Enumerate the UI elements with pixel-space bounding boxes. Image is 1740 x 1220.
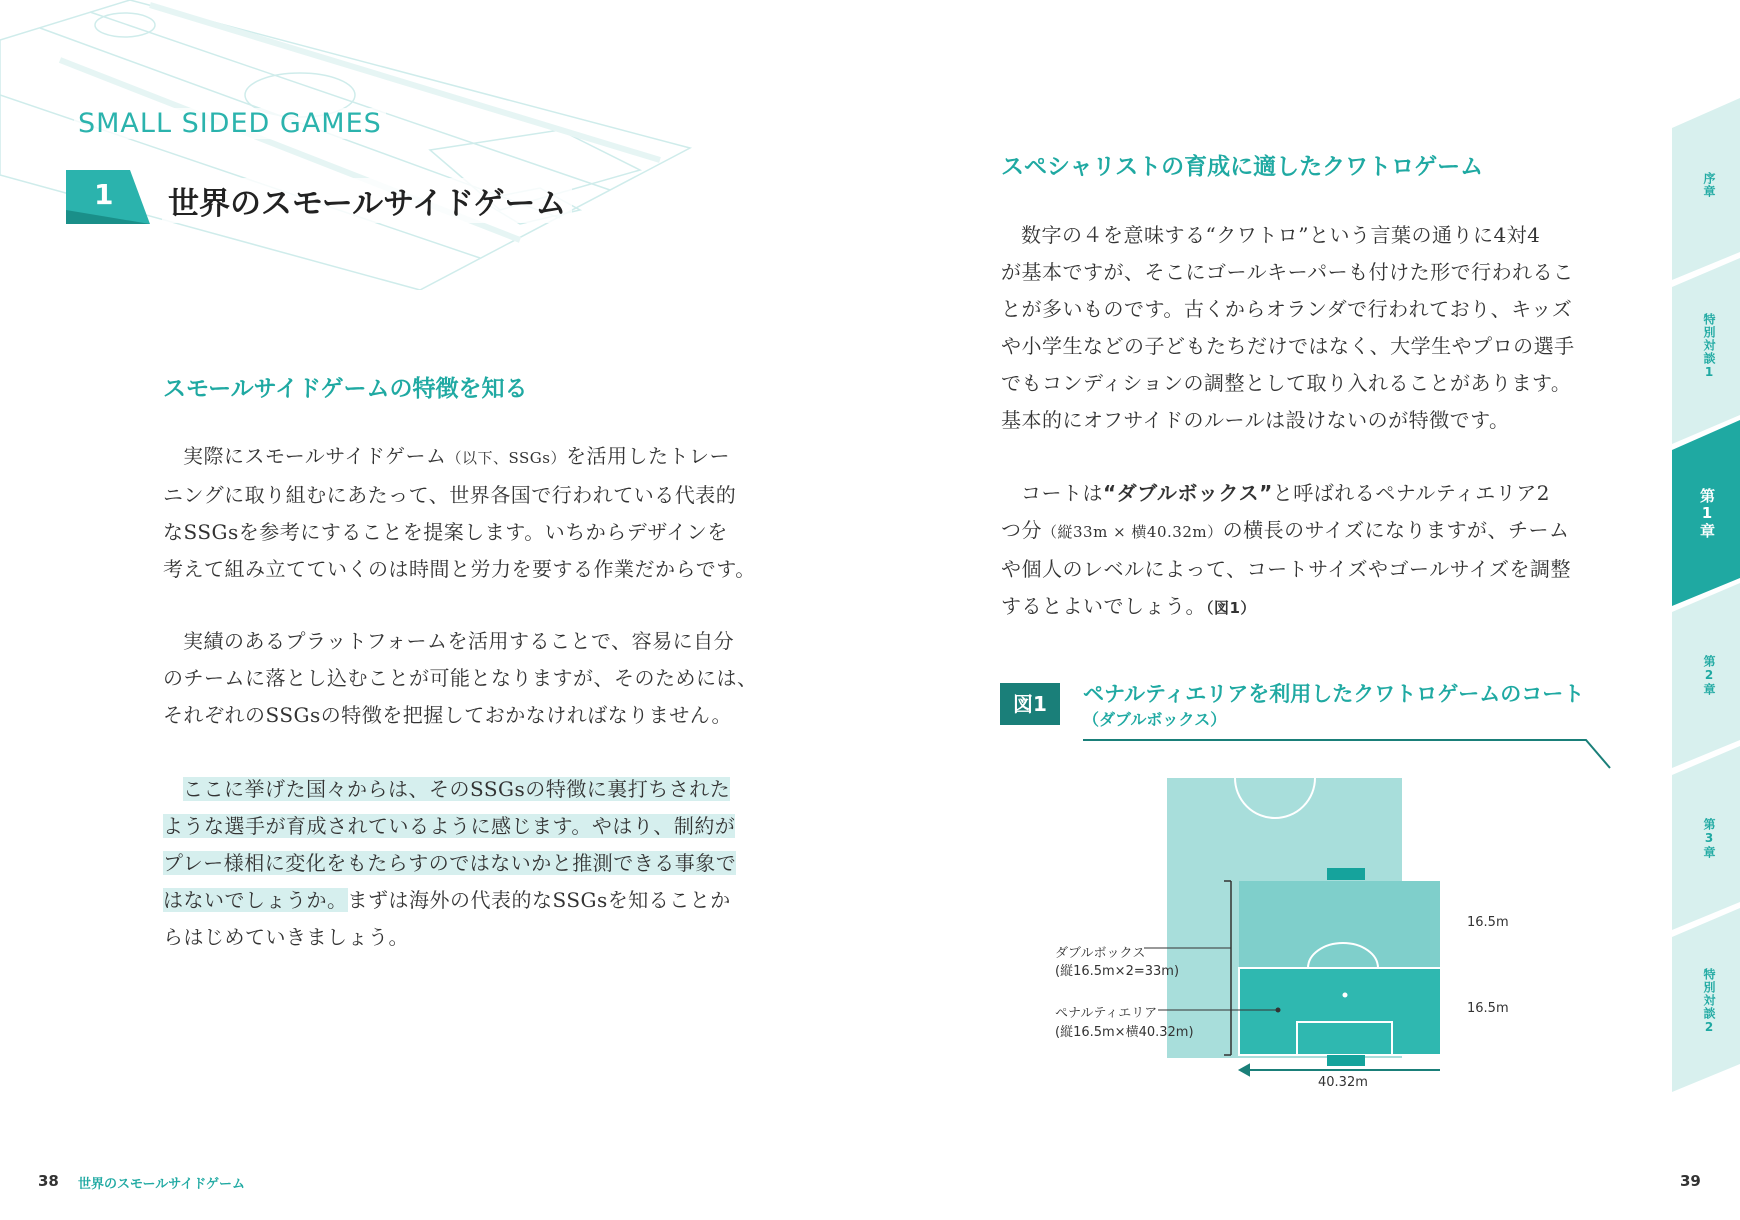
tab-chapter-1[interactable]: 第1章 bbox=[1698, 488, 1716, 539]
para1-line-1: 実際にスモールサイドゲーム（以下、SSGs）を活用したトレー bbox=[183, 444, 730, 468]
figure-subtitle: （ダブルボックス） bbox=[1083, 710, 1227, 729]
double-box-court-diagram bbox=[1040, 770, 1440, 1100]
para2-line-3: それぞれのSSGsの特徴を把握しておかなければなりません。 bbox=[163, 703, 732, 727]
para2-line-1: 実績のあるプラットフォームを活用することで、容易に自分 bbox=[183, 629, 735, 653]
paragraph-right-1: 数字の４を意味する“クワトロ”という言葉の通りに4対4 が基本ですが、そこにゴールキーパーも付けた形で行われるこ とが多いものです。古くからオランダで行われており、キッズ や小学生などの子どもたちだけではなく、大学生やプロの選手 でもコンディションの調整として取り入れることがあります。 基本的にオフサイドのルールは設けないのが特徴です。 bbox=[1001, 223, 1575, 432]
penalty-spot bbox=[1343, 993, 1348, 998]
highlighted-text: はないでしょうか。 bbox=[163, 888, 348, 912]
dimension-top: 16.5m bbox=[1467, 915, 1509, 930]
tab-special-talk-1[interactable]: 特別対談1 bbox=[1702, 313, 1716, 380]
page-number-right: 39 bbox=[1680, 1172, 1701, 1190]
term-double-box: “ダブルボックス” bbox=[1103, 481, 1273, 505]
para1-line-4: 考えて組み立てていくのは時間と労力を要する作業だからです。 bbox=[163, 557, 756, 581]
tab-jo[interactable]: 序章 bbox=[1702, 172, 1716, 198]
series-label: SMALL SIDED GAMES bbox=[74, 108, 386, 139]
paragraph-2 bbox=[163, 623, 758, 734]
label-double-box-dims: (縦16.5m×2=33m) bbox=[1055, 964, 1180, 979]
highlighted-text: プレー様相に変化をもたらすのではないかと推測できる事象で bbox=[163, 851, 737, 875]
page-number-left: 38 bbox=[38, 1172, 59, 1190]
pitch-decoration-icon bbox=[0, 0, 700, 290]
figure-badge: 図1 bbox=[1000, 683, 1060, 725]
paragraph-right-2: コートは“ダブルボックス”と呼ばれるペナルティエリア2 つ分（縦33m × 横40.32m）の横長のサイズになりますが、チーム や個人のレベルによって、コートサイズやゴールサイズを調整 するとよいでしょう。（図1） bbox=[1001, 481, 1571, 618]
highlighted-text: ような選手が育成されているように感じます。やはり、制約が bbox=[163, 814, 736, 838]
section-heading-right: スペシャリストの育成に適したクワトロゲーム bbox=[1001, 154, 1484, 180]
section-heading-left: スモールサイドゲームの特徴を知る bbox=[163, 376, 528, 402]
figure-title: ペナルティエリアを利用したクワトロゲームのコート bbox=[1083, 682, 1585, 706]
bottom-goal bbox=[1327, 1055, 1365, 1066]
figure-reference: （図1） bbox=[1206, 599, 1256, 617]
dimension-width: 40.32m bbox=[1318, 1075, 1368, 1090]
label-penalty-area: ペナルティエリア bbox=[1055, 1006, 1158, 1021]
paragraph-3: ここに挙げた国々からは、そのSSGsの特徴に裏打ちされた ような選手が育成されているように感じます。やはり、制約が プレー様相に変化をもたらすのではないかと推測できる事象で はないでしょうか。まずは海外の代表的なSSGsを知ることか らはじめていきましょう。 bbox=[163, 771, 736, 956]
tab-special-talk-2[interactable]: 特別対談2 bbox=[1702, 968, 1716, 1035]
dimension-bottom: 16.5m bbox=[1467, 1001, 1509, 1016]
upper-penalty-box bbox=[1239, 881, 1440, 968]
label-double-box: ダブルボックス bbox=[1055, 946, 1146, 961]
chapter-number: 1 bbox=[94, 178, 114, 211]
label-penalty-area-dims: (縦16.5m×横40.32m) bbox=[1055, 1025, 1194, 1040]
lower-penalty-area bbox=[1239, 968, 1440, 1055]
tab-chapter-2[interactable]: 第2章 bbox=[1702, 655, 1716, 696]
chapter-number-badge bbox=[66, 170, 150, 228]
figure-title-rule bbox=[1080, 738, 1615, 772]
highlighted-text: ここに挙げた国々からは、そのSSGsの特徴に裏打ちされた bbox=[183, 777, 731, 801]
tab-chapter-3[interactable]: 第3章 bbox=[1702, 818, 1716, 859]
running-head: 世界のスモールサイドゲーム bbox=[78, 1177, 246, 1192]
paragraph-1 bbox=[163, 438, 756, 588]
para1-line-3: なSSGsを参考にすることを提案します。いちからデザインを bbox=[163, 520, 728, 544]
para2-line-2: のチームに落とし込むことが可能となりますが、そのためには、 bbox=[163, 666, 758, 690]
para1-line-2: ニングに取り組むにあたって、世界各国で行われている代表的 bbox=[163, 483, 737, 507]
para3-line-5: らはじめていきましょう。 bbox=[163, 925, 409, 949]
chapter-title: 世界のスモールサイドゲーム bbox=[162, 178, 572, 223]
top-goal bbox=[1327, 868, 1365, 880]
